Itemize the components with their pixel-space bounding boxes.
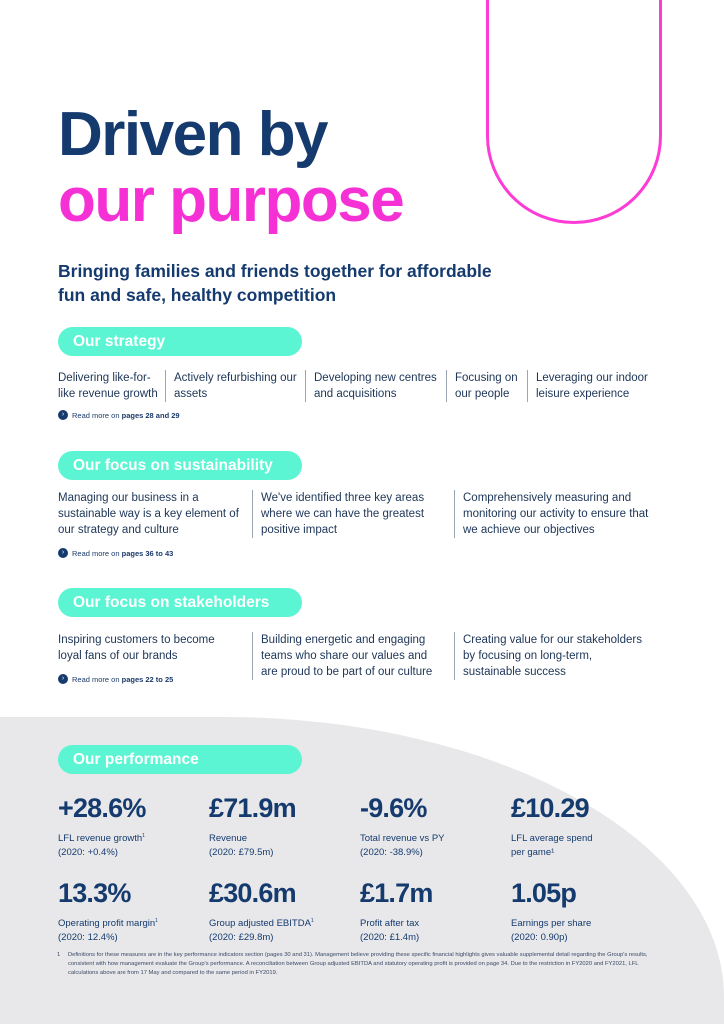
metric-lfl-average-spend	[511, 793, 651, 860]
metric-label: Group adjusted EBITDA$^1$ (2020: £29.8m)	[209, 918, 314, 944]
metric-revenue	[209, 793, 349, 860]
stakeholders-items	[58, 632, 650, 680]
metric-value: -9.6%	[360, 793, 427, 823]
metric-value: £30.6m	[209, 878, 296, 908]
footnote	[58, 951, 658, 978]
sustainability-item: We've identified three key areas where we can have the greatest positive impact	[252, 490, 454, 538]
sustainability-read-more-link[interactable]	[58, 548, 173, 558]
read-more-prefix: Read more on	[72, 410, 120, 420]
sustainability-item: Managing our business in a sustainable way is a key element of our strategy and culture	[58, 492, 239, 536]
stakeholders-item: Inspiring customers to become loyal fans of our brands	[58, 634, 215, 662]
metric-label: Operating profit margin$^1$ (2020: 12.4%)	[58, 918, 158, 944]
metric-value: £71.9m	[209, 793, 296, 823]
read-more-prefix: Read more on	[72, 674, 120, 684]
stakeholders-read-more-link[interactable]	[58, 674, 173, 684]
page-title-line-2: our purpose	[58, 166, 404, 235]
page-title-line-1: Driven by	[58, 100, 328, 169]
read-more-prefix: Read more on	[72, 548, 120, 558]
strategy-item: Actively refurbishing our assets	[165, 370, 305, 402]
stakeholders-item: Creating value for our stakeholders by focusing on long-term, sustainable success	[454, 632, 650, 680]
strategy-item: Leveraging our indoor leisure experience	[527, 370, 652, 402]
page-subtitle: Bringing families and friends together for affordable fun and safe, healthy competition	[58, 261, 492, 305]
strategy-heading: Our strategy	[58, 327, 302, 356]
strategy-items	[58, 370, 652, 402]
strategy-item: Delivering like-for-like revenue growth	[58, 372, 158, 400]
stakeholders-heading: Our focus on stakeholders	[58, 588, 302, 617]
page-title	[58, 100, 404, 235]
metric-group-adjusted-ebitda	[209, 878, 349, 945]
metric-label: Total revenue vs PY (2020: -38.9%)	[360, 833, 445, 859]
metric-label: LFL average spend per game¹	[511, 833, 593, 859]
read-more-pages: pages 28 and 29	[121, 410, 180, 420]
chevron-right-icon: ›	[58, 548, 68, 558]
metric-value: £10.29	[511, 793, 589, 823]
metric-lfl-revenue-growth	[58, 793, 198, 860]
metric-label: LFL revenue growth$^1$ (2020: +0.4%)	[58, 833, 145, 859]
read-more-pages: pages 36 to 43	[121, 548, 174, 558]
metric-operating-profit-margin	[58, 878, 198, 945]
stakeholders-item: Building energetic and engaging teams who share our values and are proud to be part of our culture	[252, 632, 454, 680]
read-more-pages: pages 22 to 25	[121, 674, 174, 684]
metric-value: +28.6%	[58, 793, 146, 823]
footnote-number: 1	[57, 952, 61, 958]
strategy-item: Focusing on our people	[446, 370, 527, 402]
metric-value: £1.7m	[360, 878, 433, 908]
sustainability-items	[58, 490, 650, 538]
chevron-right-icon: ›	[58, 674, 68, 684]
decorative-arch-outline	[486, 0, 662, 224]
strategy-item: Developing new centres and acquisitions	[305, 370, 446, 402]
metric-label: Revenue (2020: £79.5m)	[209, 833, 274, 859]
chevron-right-icon: ›	[58, 410, 68, 420]
metric-total-revenue-vs-py	[360, 793, 500, 860]
metric-profit-after-tax	[360, 878, 500, 945]
metric-label: Earnings per share (2020: 0.90p)	[511, 918, 592, 944]
sustainability-item: Comprehensively measuring and monitoring our activity to ensure that we achieve our objectives	[454, 490, 650, 538]
performance-heading: Our performance	[58, 745, 302, 774]
metric-value: 13.3%	[58, 878, 131, 908]
footnote-text: Definitions for these measures are in the key performance indicators section (pages 30 and 31). Management believe providing these specific financial highlights gives valuable supplemental detail regarding the Group's results, consistent with how management evaluate the Group's performance. A reconciliation between Group adjusted EBITDA and statutory operating profit is provided on page 34. Due to the restriction in FY2020 and FY2021, LFL calculations above are from 17 May and compared to the same period in FY2019.	[68, 952, 648, 976]
strategy-read-more-link[interactable]	[58, 410, 180, 420]
metric-earnings-per-share	[511, 878, 651, 945]
metric-label: Profit after tax (2020: £1.4m)	[360, 918, 420, 944]
metric-value: 1.05p	[511, 878, 577, 908]
sustainability-heading: Our focus on sustainability	[58, 451, 302, 480]
